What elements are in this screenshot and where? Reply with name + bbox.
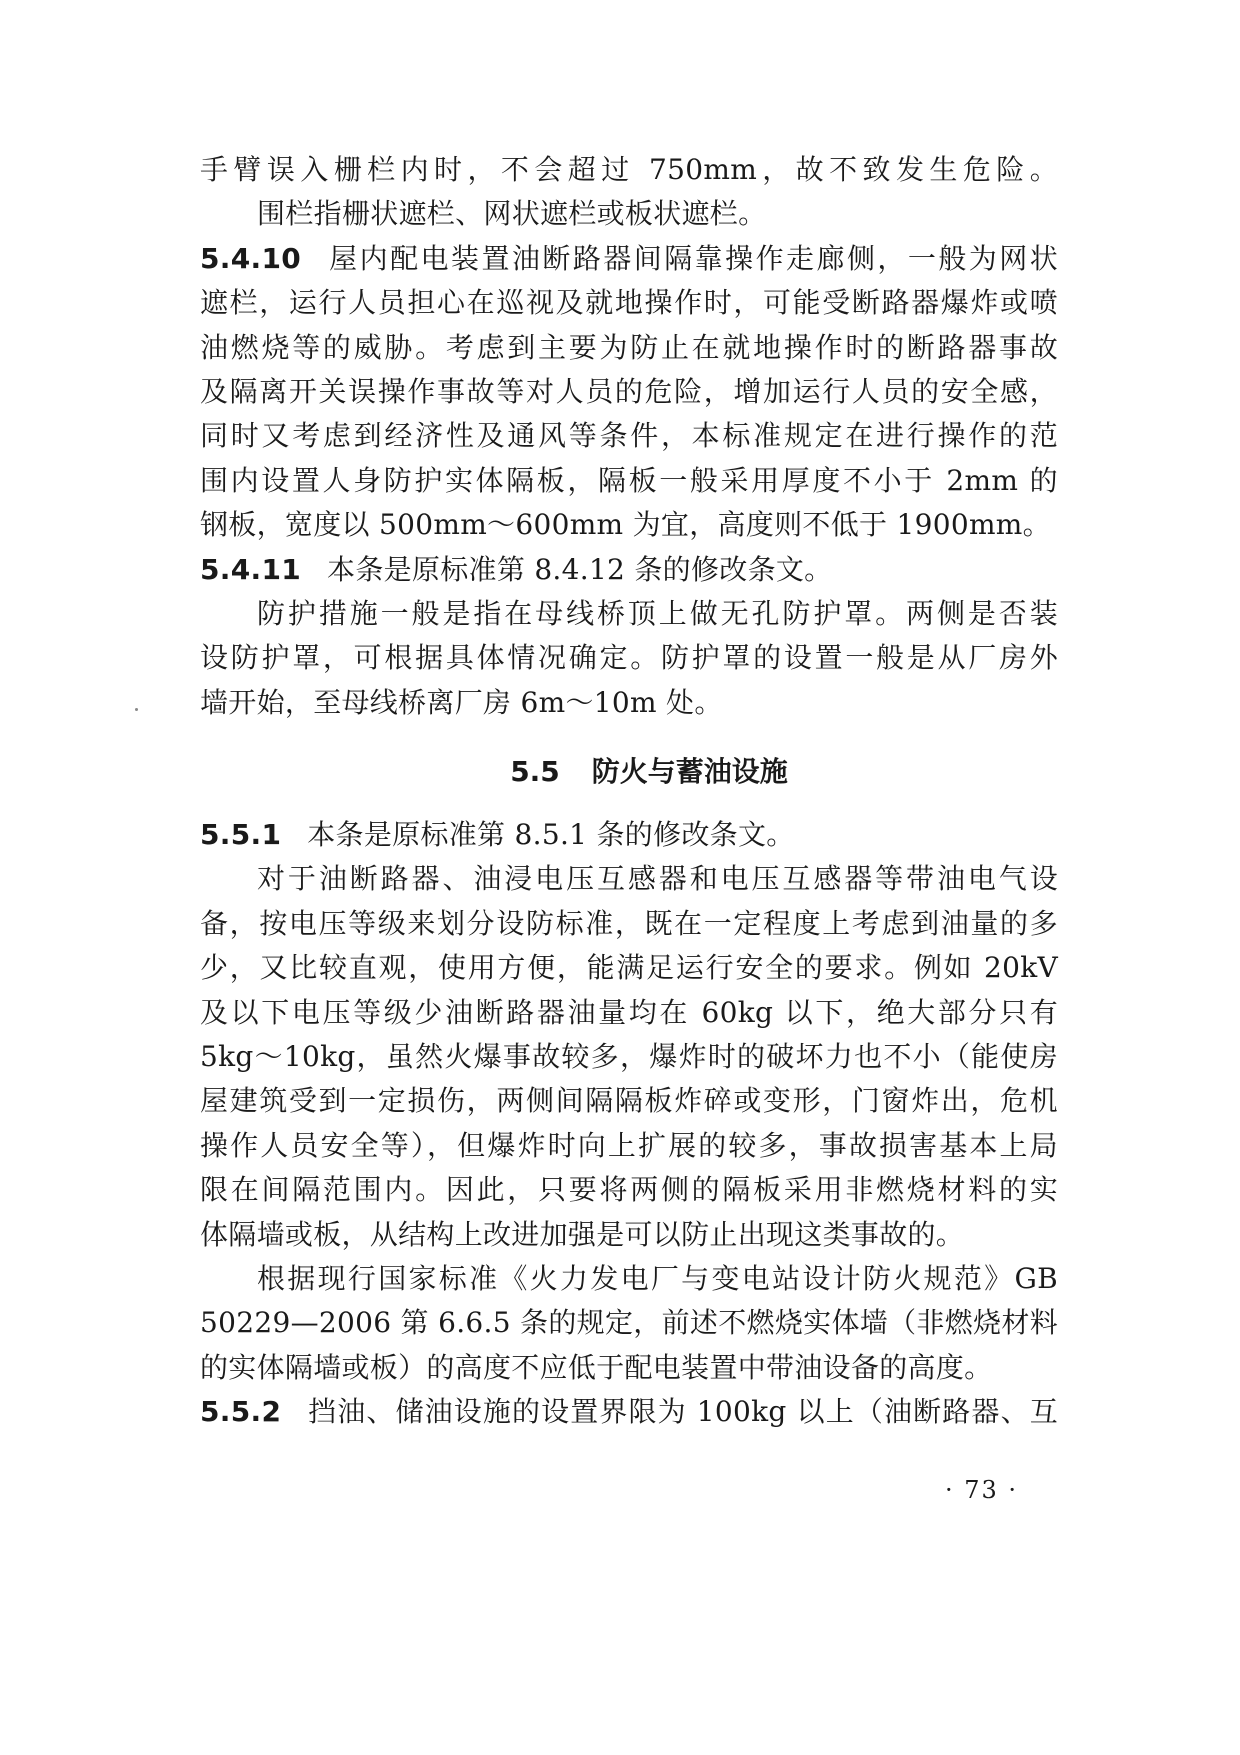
text-line: 墙开始，至母线桥离厂房 6m～10m 处。 <box>200 685 723 719</box>
text-span: 挡油、储油设施的设置界限为 100kg 以上（油断路器、互 <box>307 1395 1058 1429</box>
text-line: 屋建筑受到一定损伤，两侧间隔隔板炸碎或变形，门窗炸出，危机 <box>200 1084 1058 1118</box>
page-body <box>200 148 1058 1435</box>
text-span: 本条是原标准第 8.4.12 条的修改条文。 <box>327 552 833 586</box>
clause-number: 5.4.10 <box>200 241 302 275</box>
clause-5-4-11-first-line <box>200 548 1058 592</box>
text-line: 围内设置人身防护实体隔板，隔板一般采用厚度不小于 2mm 的 <box>200 463 1058 497</box>
text-line: 的实体隔墙或板）的高度不应低于配电装置中带油设备的高度。 <box>200 1350 993 1384</box>
text-line: 围栏指栅状遮栏、网状遮栏或板状遮栏。 <box>257 197 767 231</box>
text-line: 体隔墙或板，从结构上改进加强是可以防止出现这类事故的。 <box>200 1217 965 1251</box>
text-line: 及以下电压等级少油断路器油量均在 60kg 以下，绝大部分只有 <box>200 995 1058 1029</box>
clause-number: 5.5.2 <box>200 1395 282 1429</box>
text-span: 本条是原标准第 8.5.1 条的修改条文。 <box>307 818 795 852</box>
text-line: 限在间隔范围内。因此，只要将两侧的隔板采用非燃烧材料的实 <box>200 1173 1058 1207</box>
clause-5-5-2-first-line <box>200 1390 1058 1434</box>
section-title: 防火与蓄油设施 <box>591 755 788 789</box>
clause-5-5-1-first-line <box>200 813 1058 857</box>
section-number: 5.5 <box>510 755 560 789</box>
text-line: 备，按电压等级来划分设防标准，既在一定程度上考虑到油量的多 <box>200 906 1058 940</box>
text-span: 屋内配电装置油断路器间隔靠操作走廊侧，一般为网状 <box>327 241 1058 275</box>
text-line: 50229—2006 第 6.6.5 条的规定，前述不燃烧实体墙（非燃烧材料 <box>200 1306 1058 1340</box>
text-line: 设防护罩，可根据具体情况确定。防护罩的设置一般是从厂房外 <box>200 641 1058 675</box>
text-line: 对于油断路器、油浸电压互感器和电压互感器等带油电气设 <box>257 862 1058 896</box>
text-line: 防护措施一般是指在母线桥顶上做无孔防护罩。两侧是否装 <box>257 596 1058 630</box>
text-line: 操作人员安全等），但爆炸时向上扩展的较多，事故损害基本上局 <box>200 1128 1058 1162</box>
page-number: · 73 · <box>945 1476 1019 1504</box>
text-line: 油燃烧等的威胁。考虑到主要为防止在就地操作时的断路器事故 <box>200 330 1058 364</box>
text-line: 同时又考虑到经济性及通风等条件，本标准规定在进行操作的范 <box>200 419 1058 453</box>
section-heading <box>200 737 1058 807</box>
scan-speck <box>135 708 138 711</box>
clause-5-4-10-first-line <box>200 237 1058 281</box>
text-line: 5kg～10kg，虽然火爆事故较多，爆炸时的破坏力也不小（能使房 <box>200 1040 1058 1074</box>
clause-number: 5.4.11 <box>200 552 302 586</box>
text-line: 钢板，宽度以 500mm～600mm 为宜，高度则不低于 1900mm。 <box>200 508 1051 542</box>
text-line: 手臂误入栅栏内时，不会超过 750mm，故不致发生危险。 <box>200 153 1058 186</box>
text-line: 及隔离开关误操作事故等对人员的危险，增加运行人员的安全感， <box>200 374 1058 408</box>
text-line: 根据现行国家标准《火力发电厂与变电站设计防火规范》GB <box>257 1261 1058 1295</box>
clause-number: 5.5.1 <box>200 818 282 852</box>
text-line: 遮栏，运行人员担心在巡视及就地操作时，可能受断路器爆炸或喷 <box>200 286 1058 320</box>
text-line: 少，又比较直观，使用方便，能满足运行安全的要求。例如 20kV <box>200 951 1058 985</box>
